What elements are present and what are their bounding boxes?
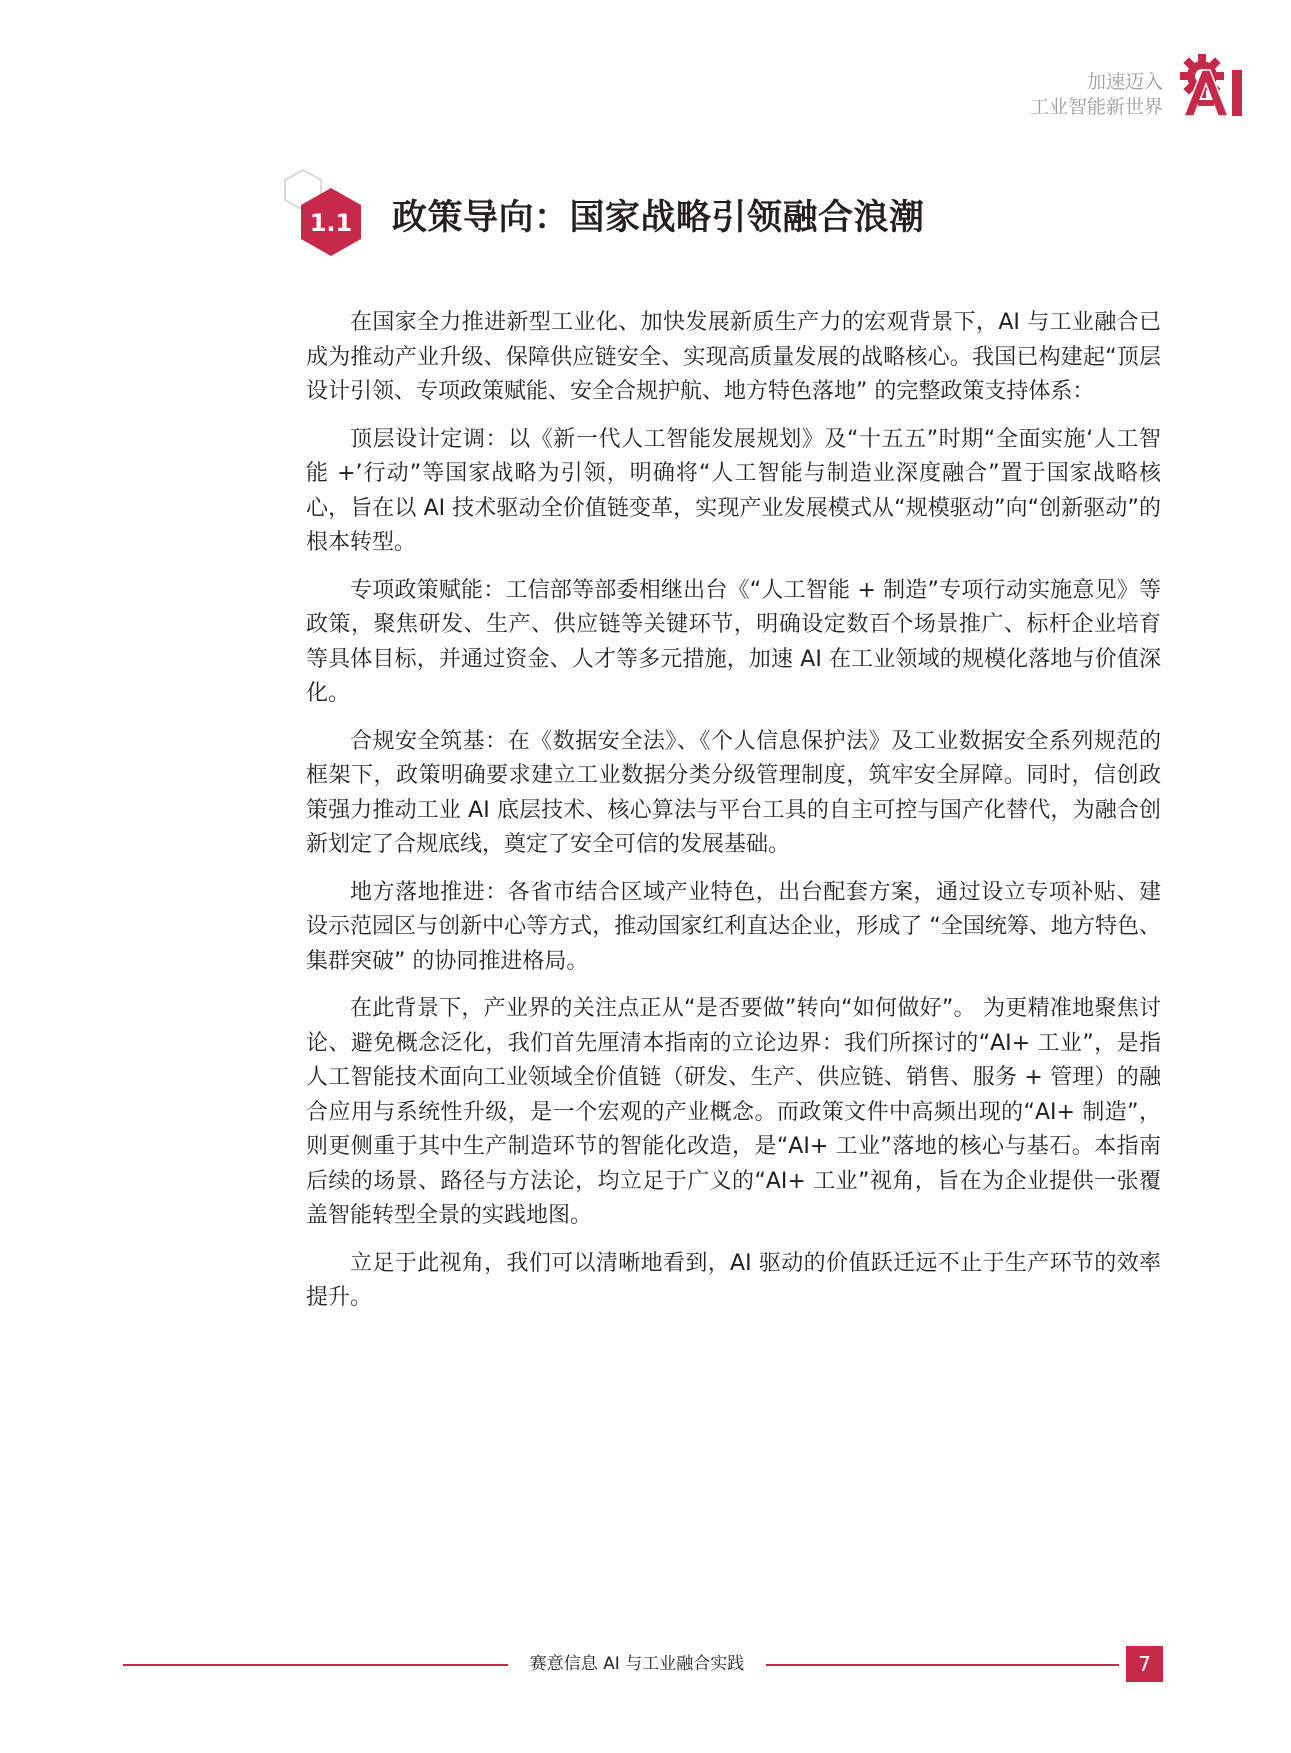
paragraph: 地方落地推进：各省市结合区域产业特色，出台配套方案，通过设立专项补贴、建设示范园区与创新中心等方式，推动国家红利直达企业，形成了 “全国统筹、地方特色、集群突破” 的协同推进格局。	[306, 879, 1161, 974]
header-line-1: 加速迈入	[1086, 71, 1163, 93]
paragraph: 在国家全力推进新型工业化、加快发展新质生产力的宏观背景下，AI 与工业融合已成为推动产业升级、保障供应链安全、实现高质量发展的战略核心。我国已构建起“顶层设计引领、专项政策赋能、安全合规护航、地方特色落地” 的完整政策支持体系：	[306, 310, 1161, 404]
footer-title: 赛意信息 AI 与工业融合实践	[529, 1654, 745, 1674]
paragraph: 专项政策赋能：工信部等部委相继出台《“人工智能 + 制造”专项行动实施意见》等政策，聚焦研发、生产、供应链等关键环节，明确设定数百个场景推广、标杆企业培育等具体目标，并通过资金、人才等多元措施，加速 AI 在工业领域的规模化落地与价值深化。	[306, 577, 1161, 706]
footer-divider-left	[123, 1664, 508, 1666]
section-title: 政策导向：国家战略引领融合浪潮	[392, 198, 925, 238]
section-number-badge	[283, 168, 378, 268]
paragraph: 合规安全筑基：在《数据安全法》、《个人信息保护法》及工业数据安全系列规范的框架下，政策明确要求建立工业数据分类分级管理制度，筑牢安全屏障。同时，信创政策强力推动工业 AI 底层技术、核心算法与平台工具的自主可控与国产化替代，为融合创新划定了合规底线，奠定了安全可信的发展基础。	[306, 728, 1161, 857]
header-line-2: 工业智能新世界	[1029, 96, 1163, 118]
header-tagline	[1030, 70, 1163, 120]
paragraph: 顶层设计定调：以《新一代人工智能发展规划》及“十五五”时期“全面实施‘人工智能 +’行动”等国家战略为引领，明确将“人工智能与制造业深度融合”置于国家战略核心，旨在以 AI 技术驱动全价值链变革，实现产业发展模式从“规模驱动”向“创新驱动”的根本转型。	[306, 426, 1161, 555]
paragraph: 立足于此视角，我们可以清晰地看到，AI 驱动的价值跃迁远不止于生产环节的效率提升。	[306, 1250, 1161, 1310]
section-number: 1.1	[309, 209, 353, 237]
footer-divider-right	[766, 1664, 1119, 1666]
body-content	[306, 306, 1161, 1329]
paragraph: 在此背景下，产业界的关注点正从“是否要做”转向“如何做好”。 为更精准地聚焦讨论、避免概念泛化，我们首先厘清本指南的立论边界：我们所探讨的“AI+ 工业”，是指人工智能技术面向工业领域全价值链（研发、生产、供应链、销售、服务 + 管理）的融合应用与系统性升级，是一个宏观的产业概念。而政策文件中高频出现的“AI+ 制造”，则更侧重于其中生产制造环节的智能化改造，是“AI+ 工业”落地的核心与基石。本指南后续的场景、路径与方法论，均立足于广义的“AI+ 工业”视角，旨在为企业提供一张覆盖智能转型全景的实践地图。	[306, 996, 1161, 1228]
page-number: 7	[1126, 1646, 1163, 1682]
gear-ai-logo-icon	[1178, 50, 1248, 120]
